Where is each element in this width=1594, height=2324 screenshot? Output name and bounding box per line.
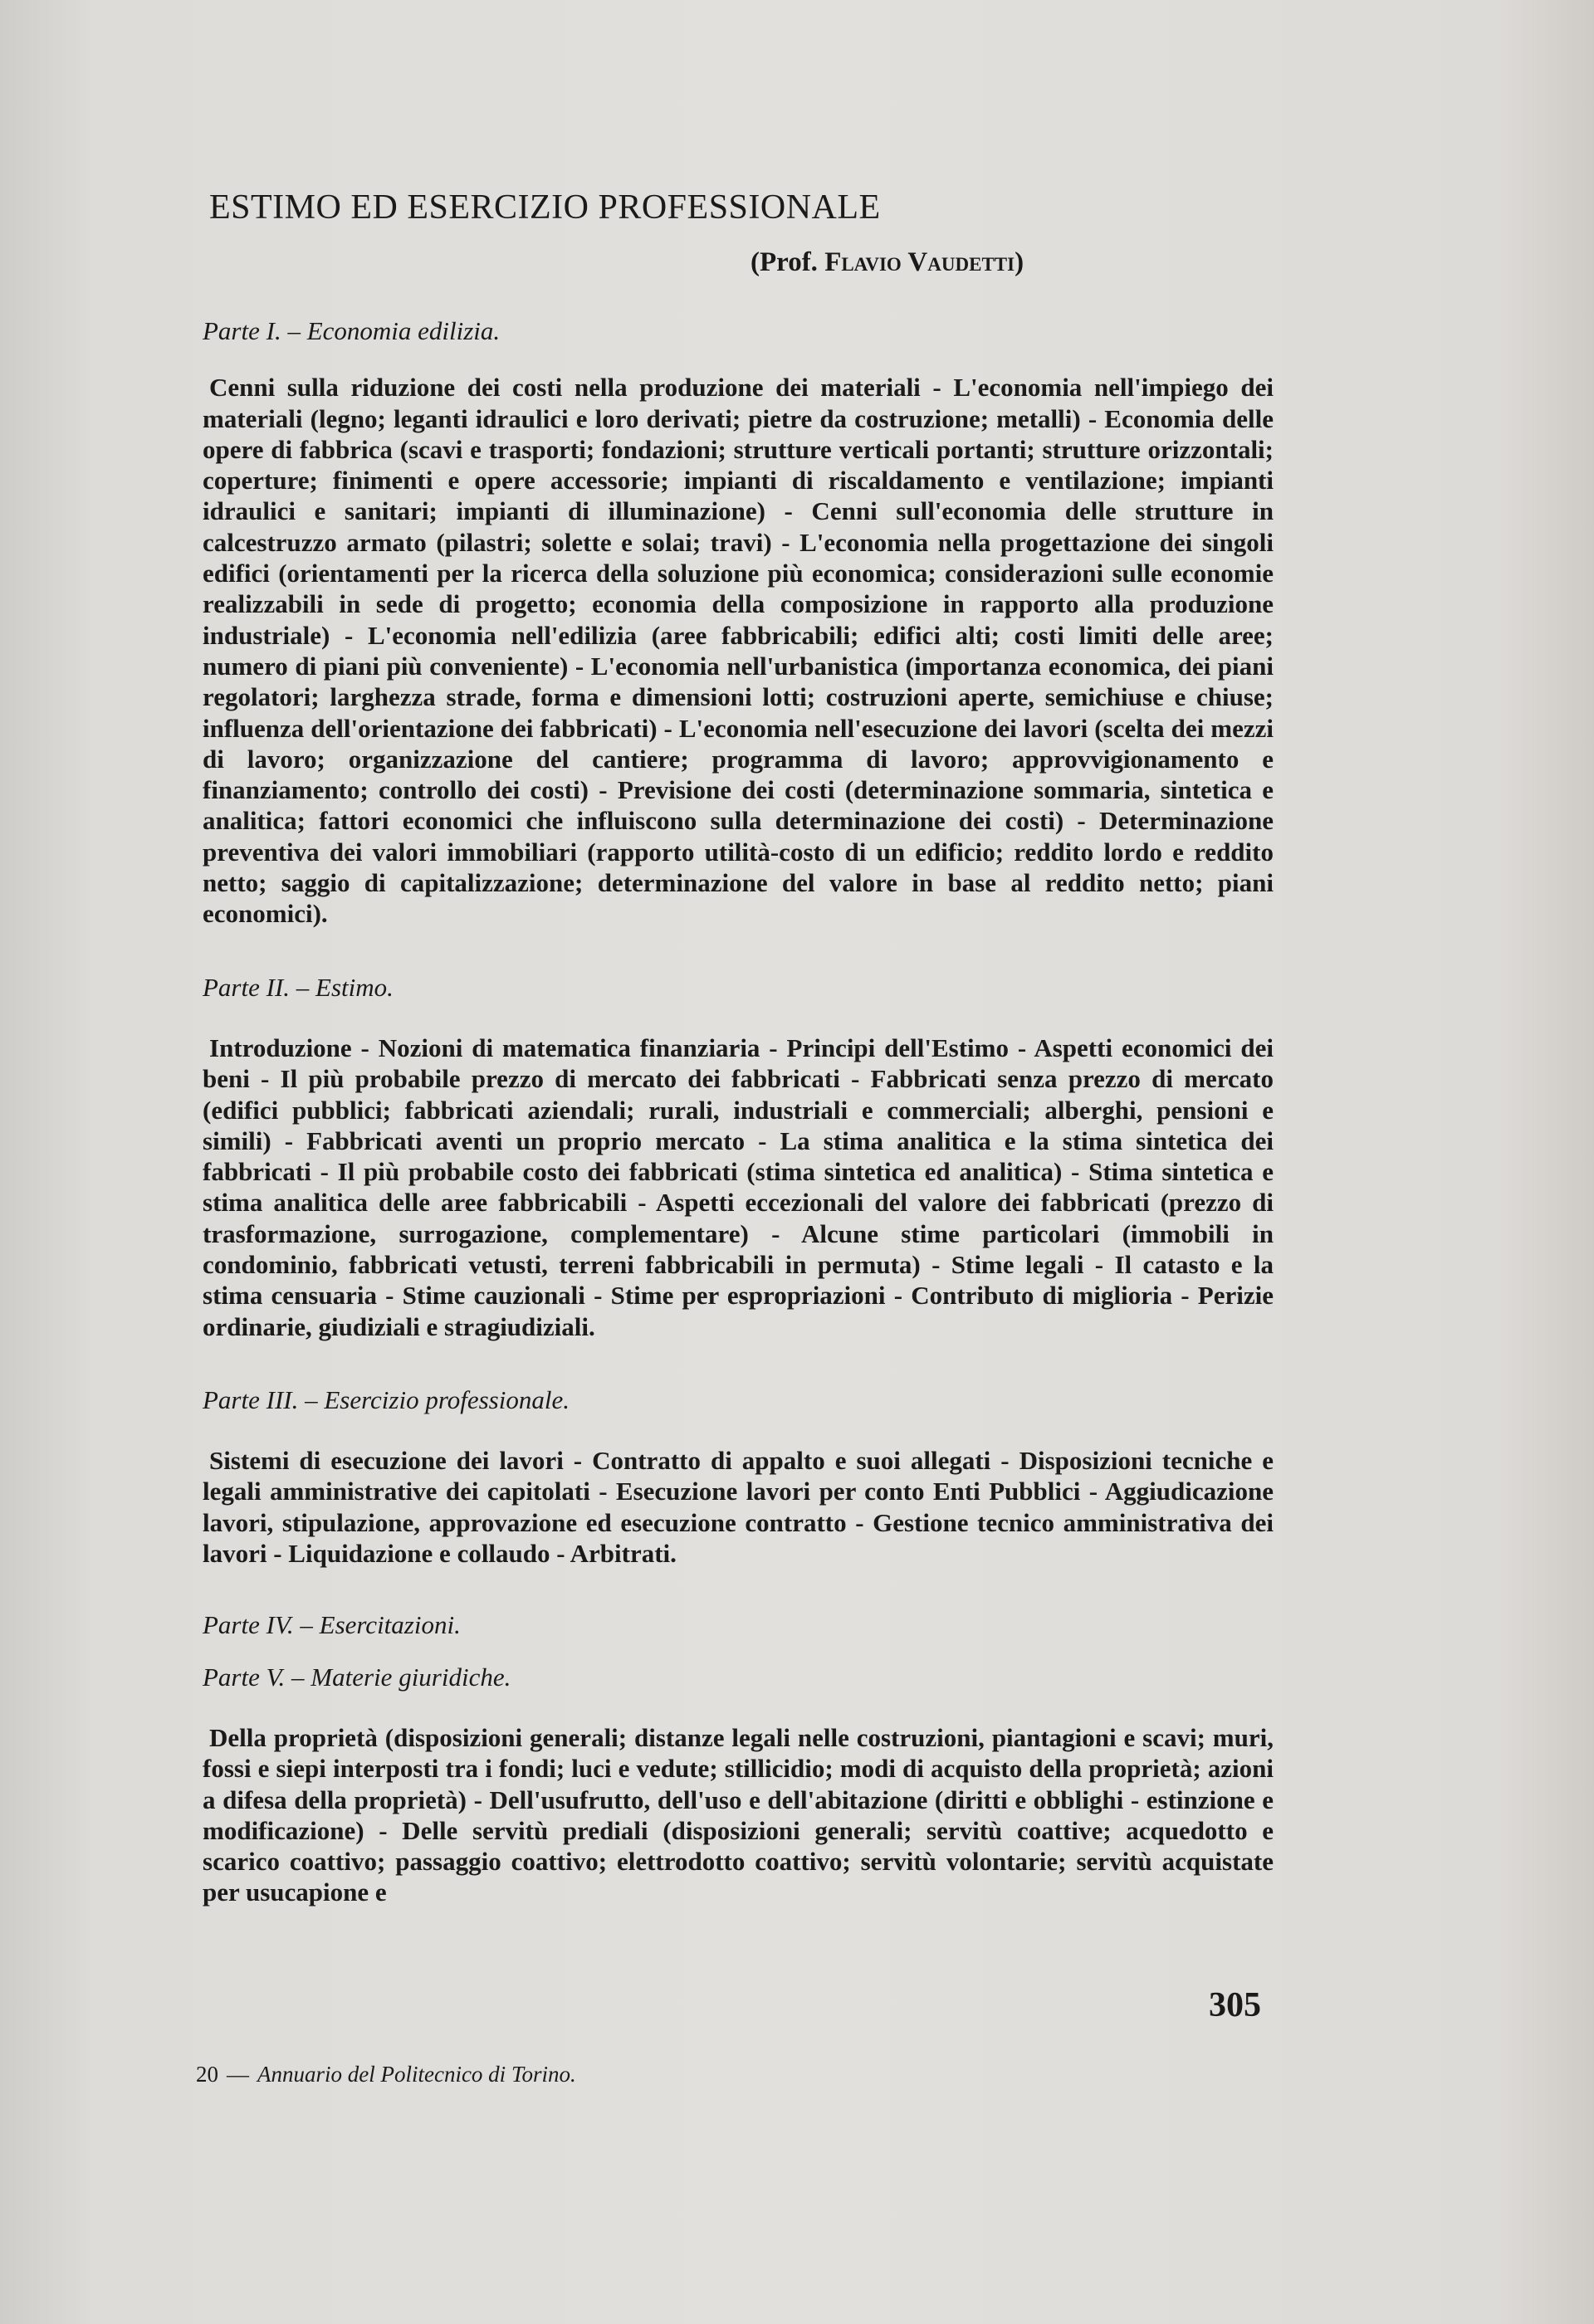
- author-suffix: ): [1015, 247, 1024, 278]
- section-heading-part-2: Parte II. – Estimo.: [203, 972, 394, 1002]
- page-number: 305: [1209, 1986, 1261, 2024]
- document-title: ESTIMO ED ESERCIZIO PROFESSIONALE: [209, 188, 881, 227]
- footer-publication: Annuario del Politecnico di Torino.: [257, 2062, 576, 2087]
- section-heading-part-4: Parte IV. – Esercitazioni.: [203, 1610, 461, 1640]
- author-prefix: (Prof.: [751, 247, 825, 278]
- section-heading-part-5: Parte V. – Materie giuridiche.: [203, 1662, 511, 1692]
- section-paragraph-part-1: Cenni sulla riduzione dei costi nella produzione dei materiali - L'economia nell'impiego dei materiali (legno; leganti idraulici e loro derivati; pietre da costruzione; metalli) - Economia delle opere di fabbrica (scavi e trasporti; fondazioni; strutture verticali portanti; strutture orizzontali; coperture; finimenti e opere accessorie; impianti di riscaldamento e ventilazione; impianti idraulici e sanitari; impianti di illuminazione) - Cenni sull'economia delle strutture in calcestruzzo armato (pilastri; solette e solai; travi) - L'economia nella progettazione dei singoli edifici (orientamenti per la ricerca della soluzione più economica; considerazioni sulle economie realizzabili in sede di progetto; economia della composizione in rapporto alla produzione industriale) - L'economia nell'edilizia (aree fabbricabili; edifici alti; costi limiti delle aree; numero di piani più conveniente) - L'economia nell'urbanistica (importanza economica, dei piani regolatori; larghezza strade, forma e dimensioni lotti; costruzioni aperte, semichiuse e chiuse; influenza dell'orientazione dei fabbricati) - L'economia nell'esecuzione dei lavori (scelta dei mezzi di lavoro; organizzazione del cantiere; programma di lavoro; approvvigionamento e finanziamento; controllo dei costi) - Previsione dei costi (determinazione sommaria, sintetica e analitica; fattori economici che influiscono sulla determinazione dei costi) - Determinazione preventiva dei valori immobiliari (rapporto utilità-costo di un edificio; reddito lordo e reddito netto; saggio di capitalizzazione; determinazione del valore in base al reddito netto; piani economici).: [203, 373, 1274, 929]
- section-heading-part-3: Parte III. – Esercizio professionale.: [203, 1384, 570, 1414]
- section-paragraph-part-5: Della proprietà (disposizioni generali; distanze legali nelle costruzioni, piantagioni e scavi; muri, fossi e siepi interposti tra i fondi; luci e vedute; stillicidio; modi di acquisto della proprietà; azioni a difesa della proprietà) - Dell'usufrutto, dell'uso e dell'abitazione (diritti e obblighi - estinzione e modificazione) - Delle servitù prediali (disposizioni generali; servitù coattive; acquedotto e scarico coattivo; passaggio coattivo; elettrodotto coattivo; servitù volontarie; servitù acquistate per usucapione e: [203, 1722, 1274, 1907]
- author-name: Flavio Vaudetti: [824, 247, 1015, 278]
- author-line: [203, 247, 1274, 280]
- section-heading-part-1: Parte I. – Economia edilizia.: [203, 315, 501, 345]
- page-content: [203, 187, 1274, 1908]
- section-paragraph-part-3: Sistemi di esecuzione dei lavori - Contratto di appalto e suoi allegati - Disposizioni tecniche e legali amministrative dei capitolati - Esecuzione lavori per conto Enti Pubblici - Aggiudicazione lavori, stipulazione, approvazione ed esecuzione contratto - Gestione tecnico amministrativa dei lavori - Liquidazione e collaudo - Arbitrati.: [203, 1446, 1274, 1569]
- footer-dash: —: [227, 2062, 249, 2087]
- section-paragraph-part-2: Introduzione - Nozioni di matematica finanziaria - Principi dell'Estimo - Aspetti economici dei beni - Il più probabile prezzo di mercato dei fabbricati - Fabbricati senza prezzo di mercato (edifici pubblici; fabbricati aziendali; rurali, industriali e commerciali; alberghi, pensioni e simili) - Fabbricati aventi un proprio mercato - La stima analitica e la stima sintetica dei fabbricati - Il più probabile costo dei fabbricati (stima sintetica ed analitica) - Stima sintetica e stima analitica delle aree fabbricabili - Aspetti eccezionali del valore dei fabbricati (prezzo di trasformazione, surrogazione, complementare) - Alcune stime particolari (immobili in condominio, fabbricati vetusti, terreni fabbricabili in permuta) - Stime legali - Il catasto e la stima censuaria - Stime cauzionali - Stime per espropriazioni - Contributo di miglioria - Perizie ordinarie, giudiziali e stragiudiziali.: [203, 1033, 1274, 1341]
- page-footer: [196, 2062, 576, 2087]
- footer-signature-number: 20: [196, 2062, 218, 2087]
